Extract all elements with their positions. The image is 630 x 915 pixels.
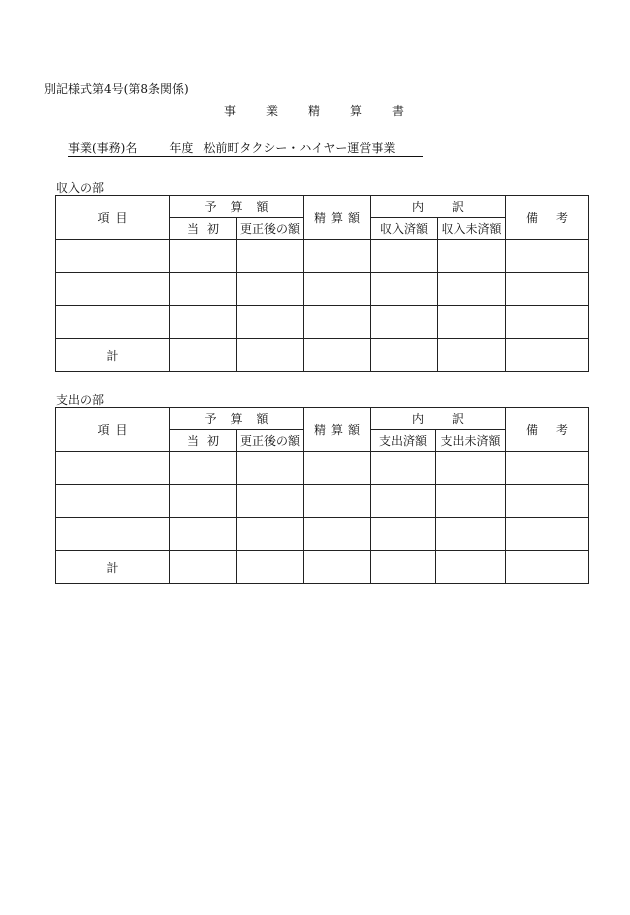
budget-header: 予 算 額 [170,196,304,218]
table-row [56,273,589,306]
budget-initial-cell[interactable] [170,306,237,339]
remarks-cell[interactable] [506,452,589,485]
total-label: 計 [56,339,170,372]
settlement-cell[interactable] [304,306,371,339]
unreceived-cell[interactable] [438,240,506,273]
budget-revised-cell[interactable] [237,273,304,306]
budget-revised-cell[interactable] [237,485,304,518]
item-cell[interactable] [56,518,170,551]
settlement-cell[interactable] [304,518,371,551]
budget-revised-header: 更正後の額 [237,430,304,452]
settlement-total[interactable] [304,339,371,372]
received-cell[interactable] [371,240,438,273]
budget-initial-header: 当 初 [170,430,237,452]
title-char: 事 [224,104,237,118]
total-row [56,551,589,584]
item-header: 項 目 [56,196,170,240]
budget-revised-cell[interactable] [237,240,304,273]
title-char: 書 [391,104,404,118]
settlement-cell[interactable] [304,240,371,273]
paid-cell[interactable] [371,452,436,485]
budget-initial-cell[interactable] [170,452,237,485]
paid-cell[interactable] [371,518,436,551]
budget-initial-cell[interactable] [170,273,237,306]
budget-initial-cell[interactable] [170,518,237,551]
remarks-header: 備 考 [506,196,589,240]
settlement-cell[interactable] [304,273,371,306]
table-row [56,306,589,339]
budget-revised-cell[interactable] [237,518,304,551]
paid-total[interactable] [371,551,436,584]
remarks-cell[interactable] [506,240,589,273]
table-row [56,518,589,551]
item-header: 項 目 [56,408,170,452]
income-table [55,195,589,372]
unreceived-header: 収入未済額 [438,218,506,240]
item-cell[interactable] [56,273,170,306]
remarks-cell[interactable] [506,306,589,339]
remarks-cell[interactable] [506,518,589,551]
total-label: 計 [56,551,170,584]
title-char: 精 [307,104,320,118]
table-row [56,485,589,518]
item-cell[interactable] [56,240,170,273]
unreceived-cell[interactable] [438,306,506,339]
budget-revised-cell[interactable] [237,452,304,485]
settlement-total[interactable] [304,551,371,584]
breakdown-header: 内 訳 [371,196,506,218]
budget-revised-total[interactable] [237,551,304,584]
expense-section-label: 支出の部 [56,393,105,407]
header-row [56,408,589,430]
budget-initial-cell[interactable] [170,485,237,518]
budget-initial-total[interactable] [170,339,237,372]
document-title [224,102,404,119]
budget-revised-header: 更正後の額 [237,218,304,240]
unreceived-cell[interactable] [438,273,506,306]
unpaid-cell[interactable] [436,485,506,518]
remarks-total[interactable] [506,339,589,372]
budget-initial-header: 当 初 [170,218,237,240]
title-char: 業 [265,104,278,118]
form-reference: 別記様式第4号(第8条関係) [44,82,189,96]
budget-header: 予 算 額 [170,408,304,430]
unpaid-total[interactable] [436,551,506,584]
budget-initial-total[interactable] [170,551,237,584]
unpaid-cell[interactable] [436,518,506,551]
remarks-total[interactable] [506,551,589,584]
settlement-cell[interactable] [304,452,371,485]
project-name-line [68,141,423,157]
project-label: 事業(事務)名 [68,141,138,155]
budget-revised-cell[interactable] [237,306,304,339]
table-row [56,240,589,273]
income-section-label: 収入の部 [56,181,105,195]
total-row [56,339,589,372]
header-row [56,196,589,218]
paid-cell[interactable] [371,485,436,518]
breakdown-header: 内 訳 [371,408,506,430]
item-cell[interactable] [56,452,170,485]
unreceived-total[interactable] [438,339,506,372]
received-header: 収入済額 [371,218,438,240]
project-name: 松前町タクシー・ハイヤー運営事業 [203,141,396,155]
received-cell[interactable] [371,306,438,339]
settlement-header: 精 算 額 [304,408,371,452]
unpaid-header: 支出未済額 [436,430,506,452]
received-cell[interactable] [371,273,438,306]
paid-header: 支出済額 [371,430,436,452]
expense-table [55,407,589,584]
received-total[interactable] [371,339,438,372]
settlement-header: 精 算 額 [304,196,371,240]
item-cell[interactable] [56,306,170,339]
item-cell[interactable] [56,485,170,518]
budget-initial-cell[interactable] [170,240,237,273]
title-char: 算 [349,104,362,118]
remarks-cell[interactable] [506,485,589,518]
settlement-cell[interactable] [304,485,371,518]
budget-revised-total[interactable] [237,339,304,372]
table-row [56,452,589,485]
unpaid-cell[interactable] [436,452,506,485]
remarks-cell[interactable] [506,273,589,306]
remarks-header: 備 考 [506,408,589,452]
project-year: 年度 [169,141,194,155]
